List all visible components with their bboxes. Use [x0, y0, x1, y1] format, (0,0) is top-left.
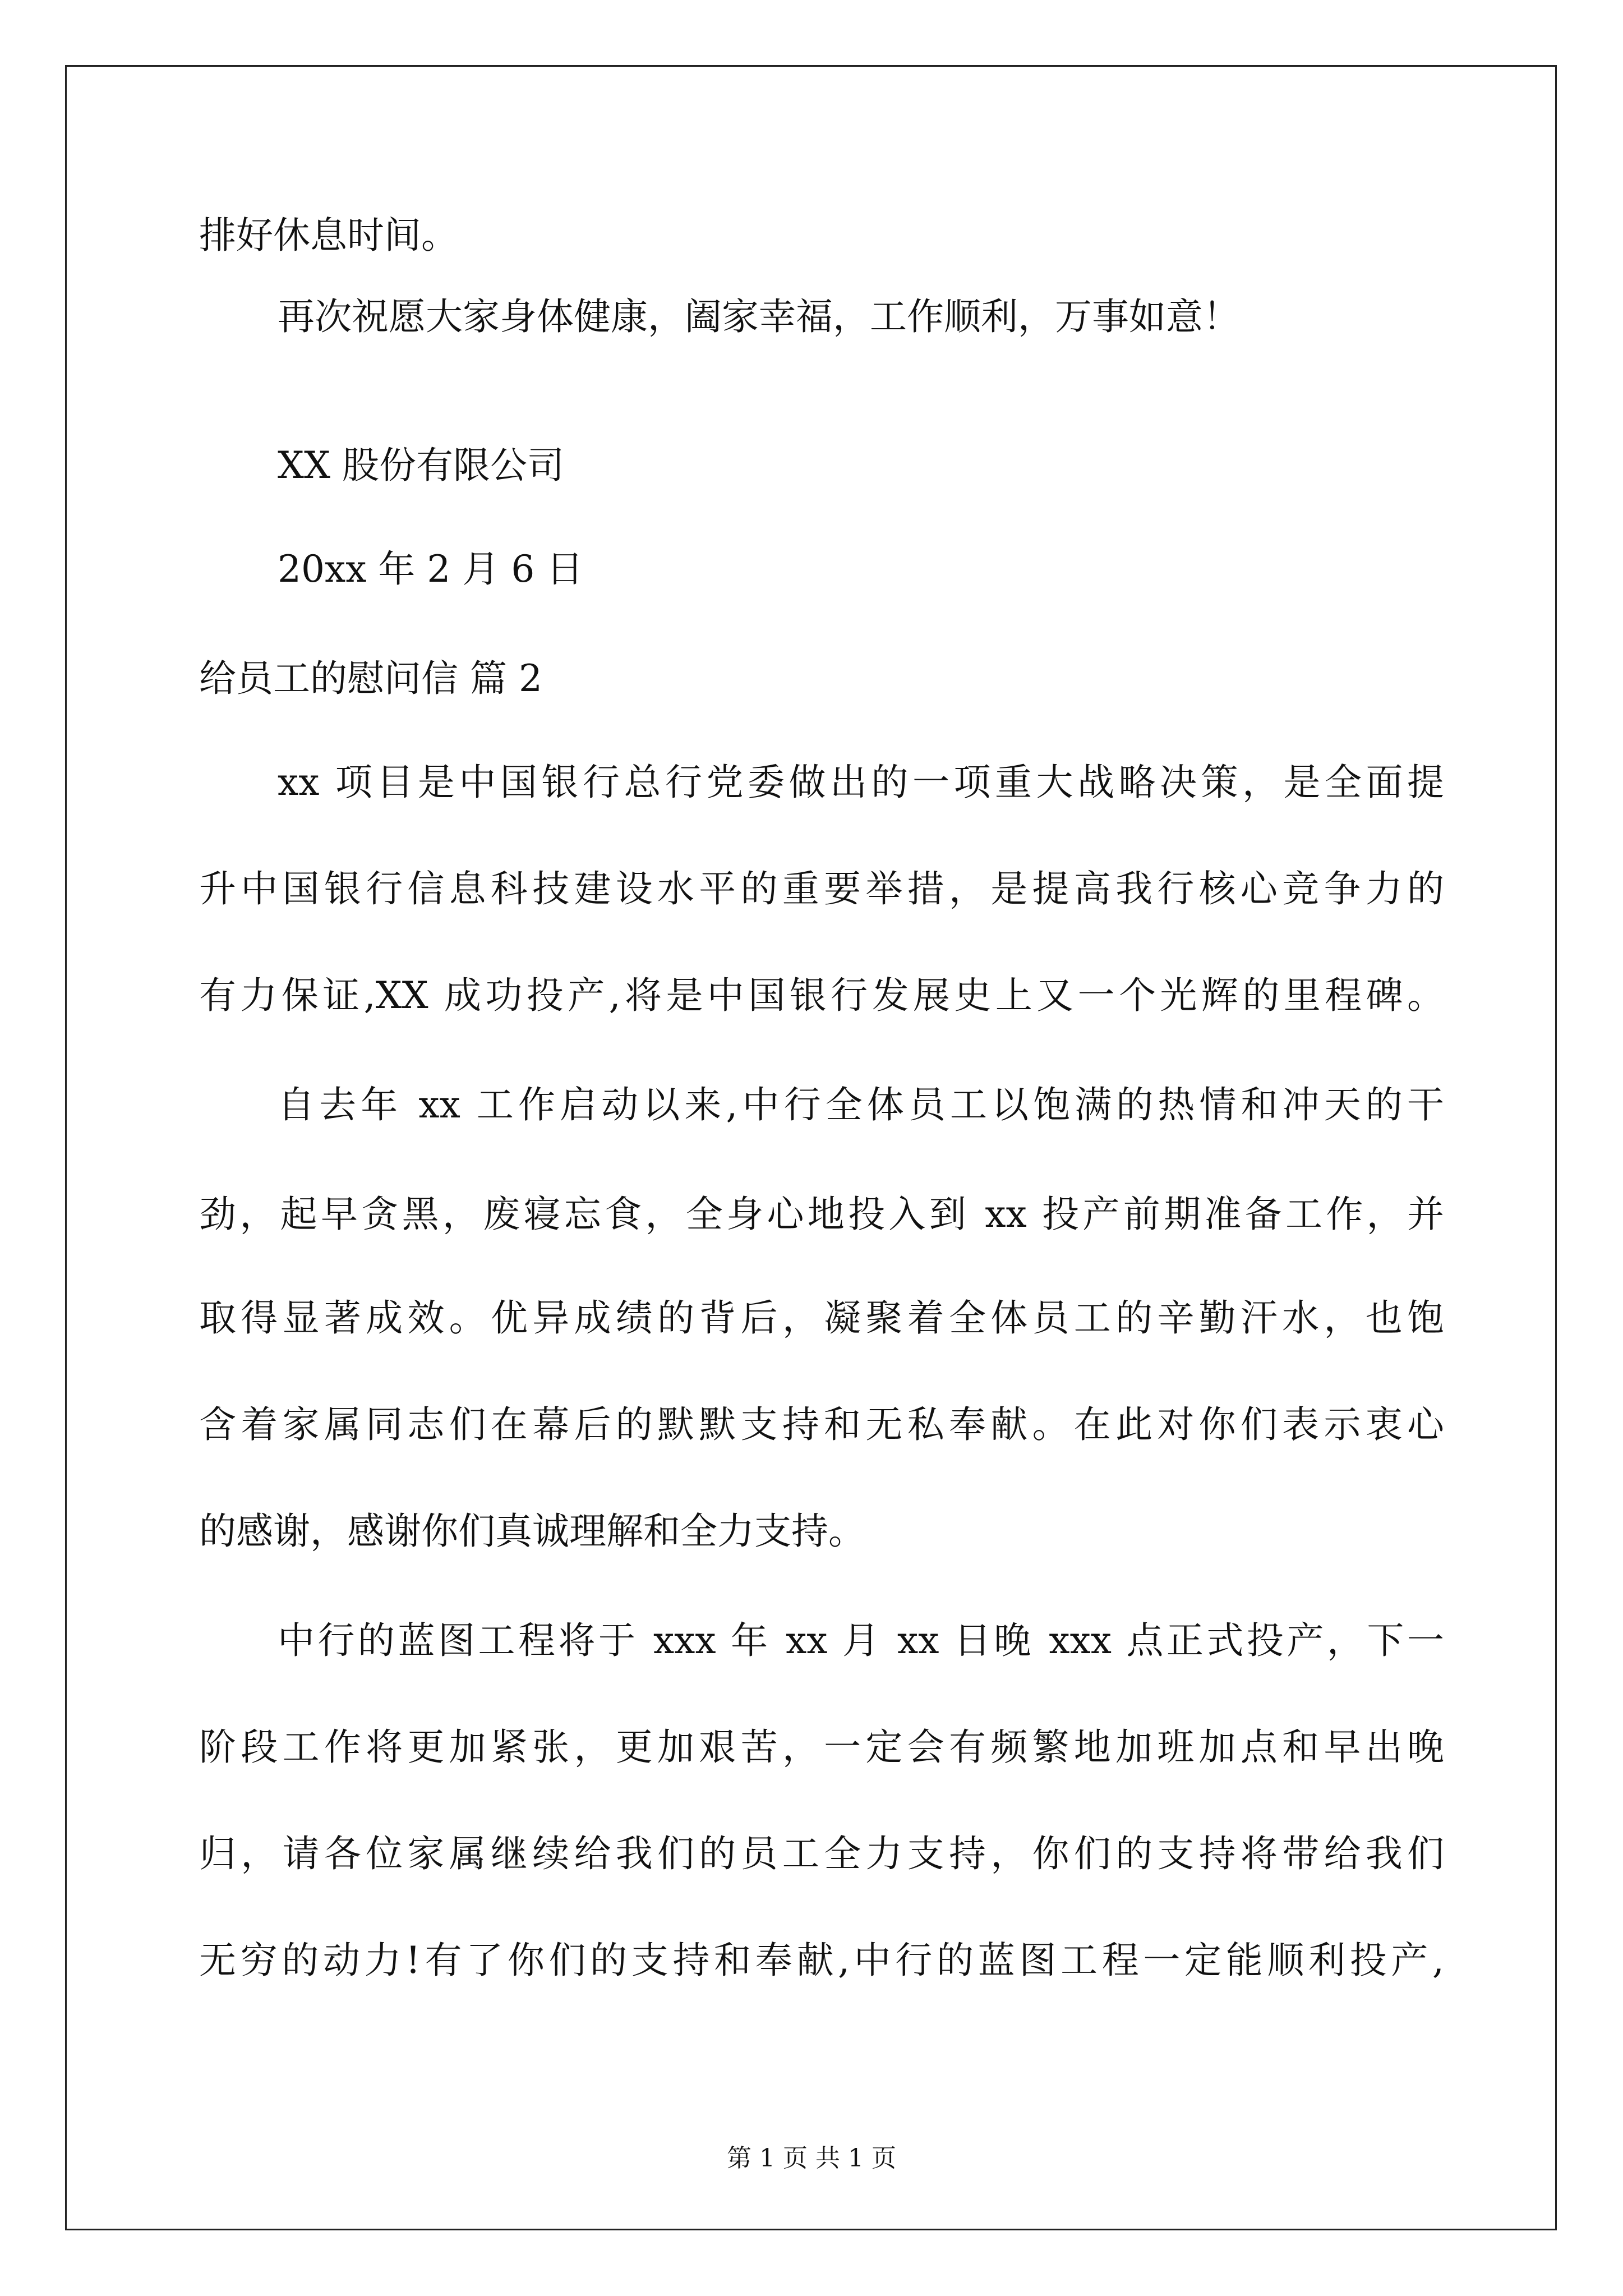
letter-date: 20xx 年 2 月 6 日 — [278, 547, 584, 591]
paragraph-1-line-2: 升中国银行信息科技建设水平的重要举措，是提高我行核心竞争力的 — [199, 867, 1444, 910]
paragraph-2-line-5: 的感谢，感谢你们真诚理解和全力支持。 — [199, 1510, 865, 1553]
text-line-1: 排好休息时间。 — [199, 214, 458, 257]
paragraph-2-line-4: 含着家属同志们在幕后的默默支持和无私奉献。在此对你们表示衷心 — [199, 1403, 1444, 1446]
section-heading: 给员工的慰问信 篇 2 — [199, 657, 542, 700]
paragraph-2-line-2: 劲，起早贪黑，废寝忘食，全身心地投入到 xx 投产前期准备工作，并 — [199, 1193, 1444, 1236]
paragraph-3-line-1: 中行的蓝图工程将于 xxx 年 xx 月 xx 日晚 xxx 点正式投产，下一 — [278, 1619, 1444, 1662]
paragraph-3-line-2: 阶段工作将更加紧张，更加艰苦，一定会有频繁地加班加点和早出晚 — [199, 1726, 1444, 1769]
paragraph-3-line-3: 归，请各位家属继续给我们的员工全力支持，你们的支持将带给我们 — [199, 1832, 1444, 1875]
paragraph-2-line-1: 自去年 xx 工作启动以来,中行全体员工以饱满的热情和冲天的干 — [278, 1083, 1444, 1126]
text-line-2: 再次祝愿大家身体健康，阖家幸福，工作顺利，万事如意！ — [278, 295, 1240, 338]
company-name: XX 股份有限公司 — [278, 444, 564, 487]
paragraph-3-line-4: 无穷的动力!有了你们的支持和奉献,中行的蓝图工程一定能顺利投产, — [199, 1939, 1444, 1982]
page-border — [65, 65, 1557, 2230]
paragraph-1-line-1: xx 项目是中国银行总行党委做出的一项重大战略决策，是全面提 — [278, 761, 1444, 804]
paragraph-2-line-3: 取得显著成效。优异成绩的背后，凝聚着全体员工的辛勤汗水，也饱 — [199, 1296, 1444, 1340]
paragraph-1-line-3: 有力保证,XX 成功投产,将是中国银行发展史上又一个光辉的里程碑。 — [199, 974, 1444, 1017]
page-footer: 第 1 页 共 1 页 — [727, 2144, 896, 2173]
